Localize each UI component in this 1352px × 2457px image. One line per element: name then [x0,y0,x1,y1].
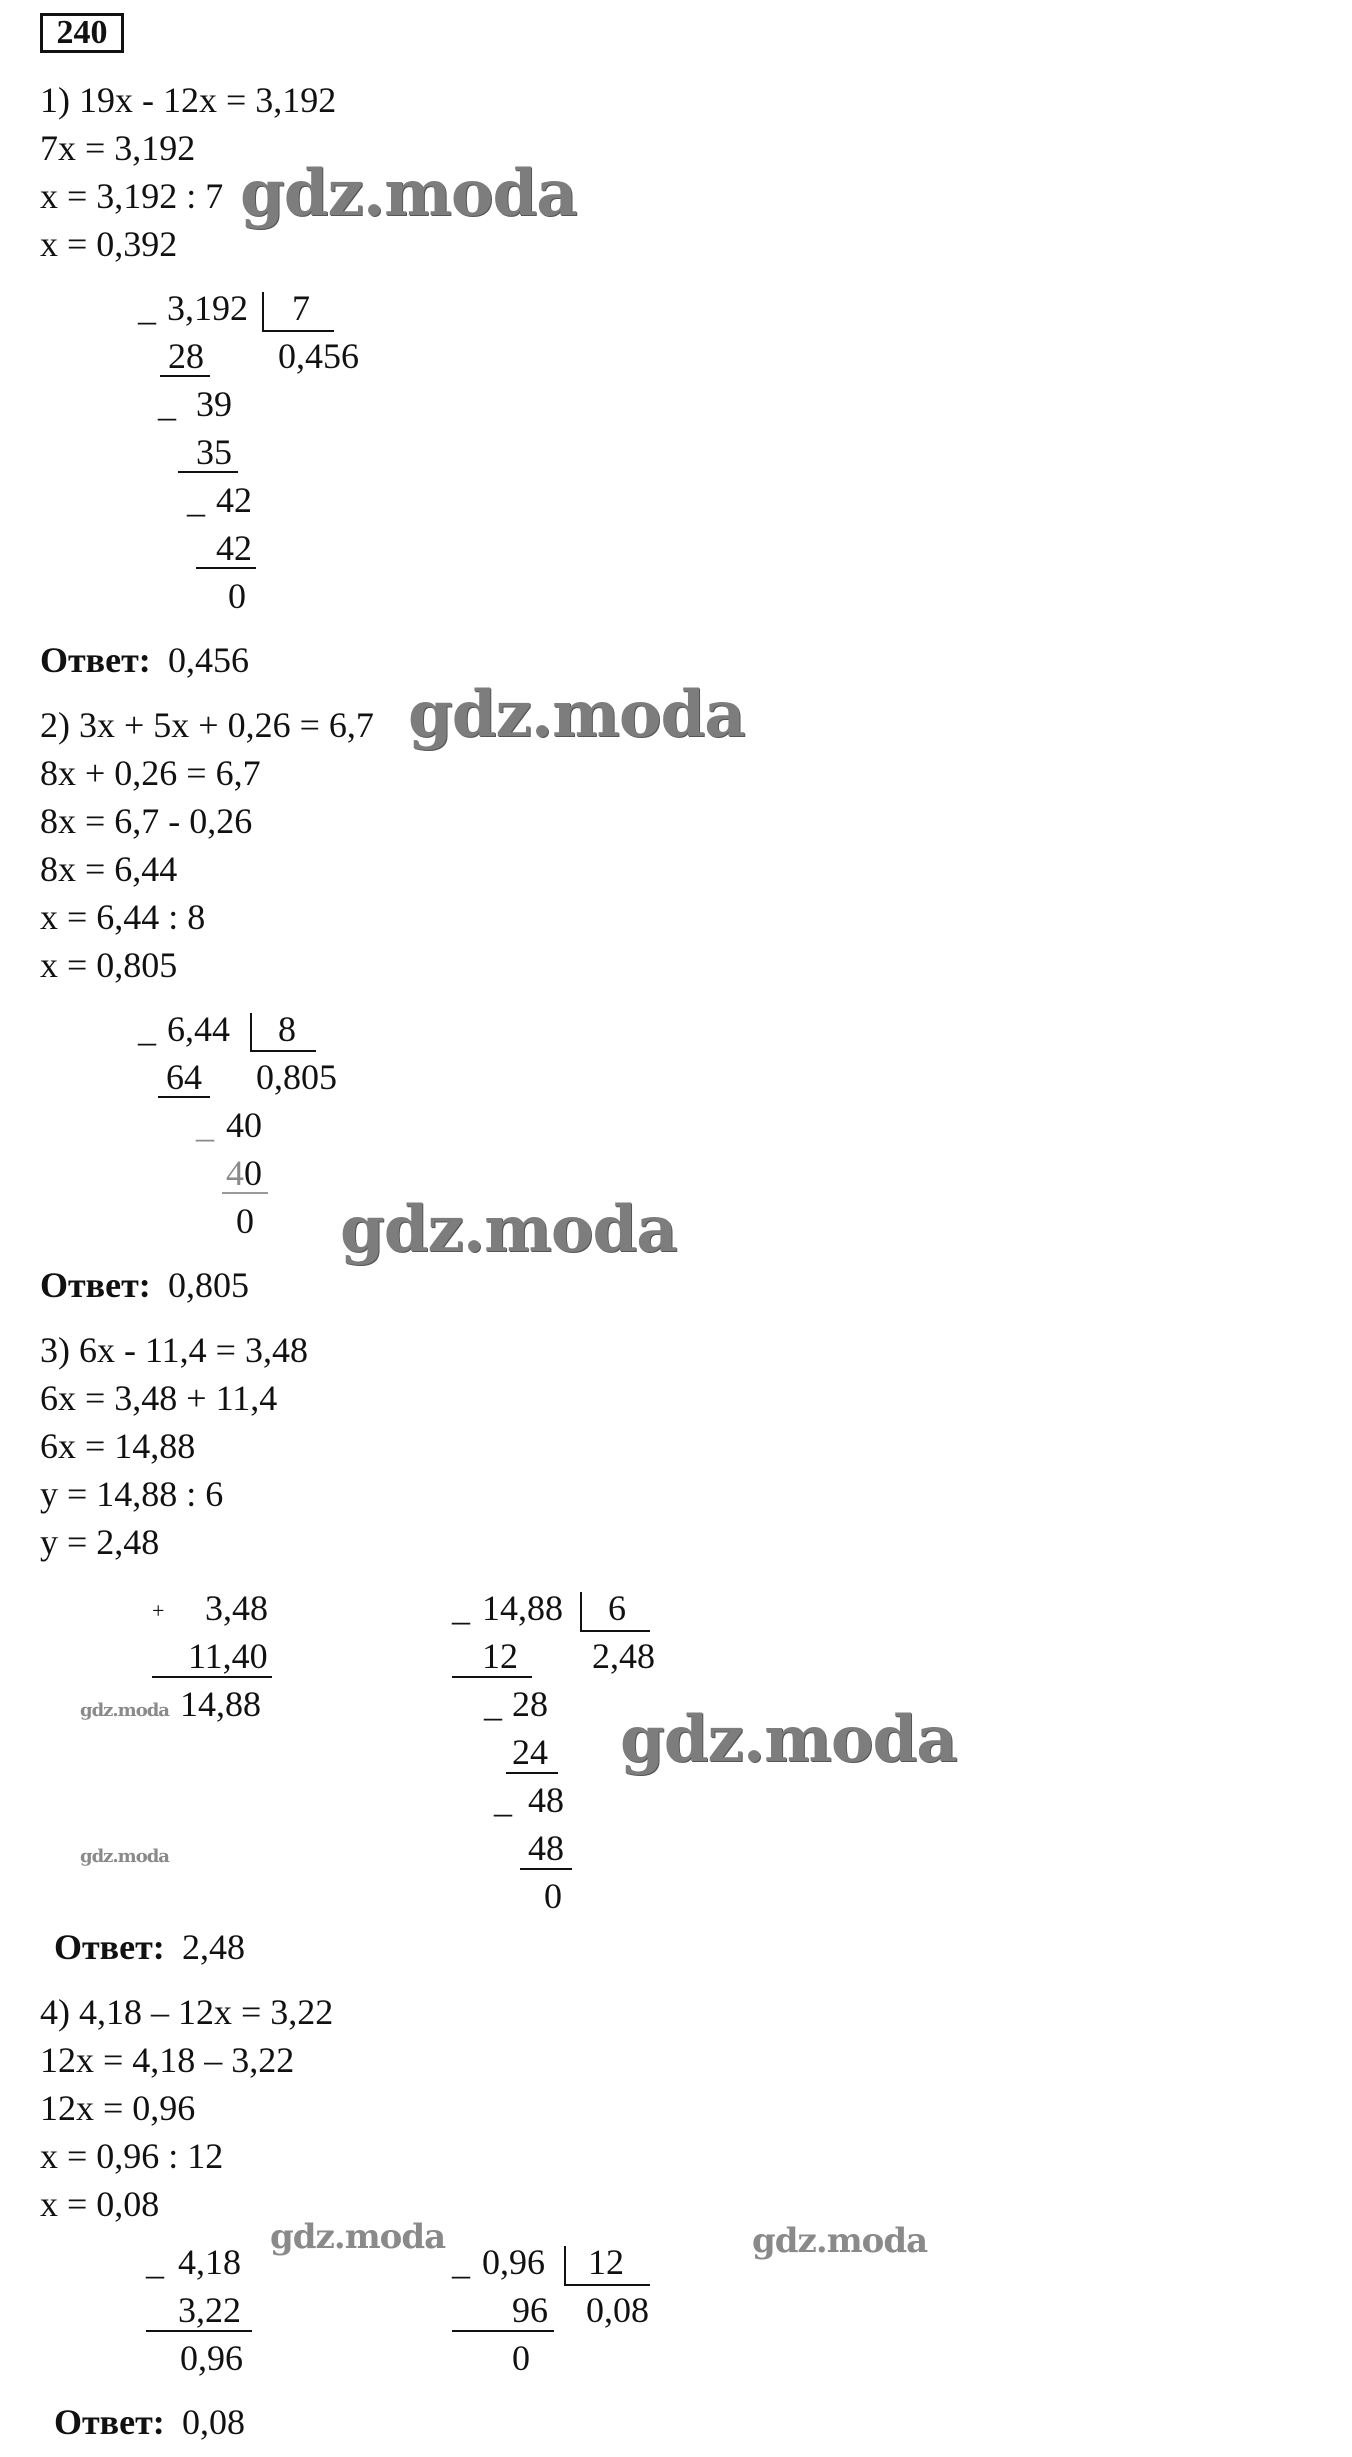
dividend: 14,88 [482,1588,563,1628]
quotient: 2,48 [592,1636,655,1676]
remainder: 39 [196,384,232,424]
p1-line-4: x = 0,392 [40,224,178,264]
divisor: 7 [292,288,310,328]
watermark: gdz.moda [752,2221,928,2261]
subtrahend-underline [506,1772,558,1774]
p1-answer-value: 0,456 [168,640,249,680]
p3-answer-label: Ответ: [54,1927,165,1967]
minus-sign: _ [196,1105,214,1145]
minus-sign: _ [187,480,205,520]
remainder: 42 [216,480,252,520]
subtrahend: 96 [512,2290,548,2330]
final-remainder: 0 [544,1876,562,1916]
divisor-underline [564,2284,650,2286]
subtrahend: 24 [512,1732,548,1772]
watermark: gdz.moda [408,677,745,752]
p1-line-1: 1) 19x - 12x = 3,192 [40,80,337,120]
p2-line-6: x = 0,805 [40,945,178,985]
subtrahend-digit: 4 [226,1153,244,1193]
p1-line-2: 7x = 3,192 [40,128,196,168]
minus-sign: _ [494,1780,512,1820]
watermark: gdz.moda [80,1846,169,1867]
dividend: 6,44 [167,1009,230,1049]
subtrahend-underline [178,471,238,473]
p4-answer-value: 0,08 [182,2402,245,2442]
subtrahend: 42 [216,528,252,568]
remainder: 28 [512,1684,548,1724]
subtrahend: 28 [168,336,204,376]
subtrahend-underline [196,567,256,569]
p4-line-5: x = 0,08 [40,2184,160,2224]
minus-sign: _ [158,384,176,424]
divisor-underline [250,1050,316,1052]
p3-answer-value: 2,48 [182,1927,245,1967]
p1-line-3: x = 3,192 : 7 [40,176,224,216]
division-bar [262,292,264,330]
subtrahend-underline [452,1676,532,1678]
subtrahend: 64 [166,1057,202,1097]
difference: 0,96 [180,2338,243,2378]
dividend: 0,96 [482,2242,545,2282]
minus-sign: _ [138,1009,156,1049]
p3-line-5: y = 2,48 [40,1522,160,1562]
subtrahend-underline [222,1192,268,1194]
divisor-underline [580,1630,650,1632]
p2-line-4: 8x = 6,44 [40,849,178,889]
watermark: gdz.moda [620,1702,957,1777]
watermark: gdz.moda [270,2217,446,2257]
final-remainder: 0 [228,576,246,616]
problem-number-box: 240 [40,13,124,53]
p2-line-1: 2) 3x + 5x + 0,26 = 6,7 [40,705,374,745]
plus-sign: + [152,1598,165,1623]
subtrahend: 3,22 [178,2290,241,2330]
watermark: gdz.moda [340,1192,677,1267]
subtrahend-underline [520,1868,572,1870]
minus-sign: _ [452,1588,470,1628]
divisor: 6 [608,1588,626,1628]
sum-underline [152,1676,272,1678]
addend: 11,40 [188,1636,268,1676]
division-bar [564,2246,566,2284]
subtrahend-underline [160,375,210,377]
p4-line-3: 12x = 0,96 [40,2088,196,2128]
final-remainder: 0 [512,2338,530,2378]
difference-underline [146,2330,252,2332]
remainder: 48 [528,1780,564,1820]
subtrahend-underline [158,1096,210,1098]
dividend: 3,192 [167,288,248,328]
p2-line-2: 8x + 0,26 = 6,7 [40,753,261,793]
p4-answer-label: Ответ: [54,2402,165,2442]
quotient: 0,08 [586,2290,649,2330]
p4-line-1: 4) 4,18 – 12x = 3,22 [40,1992,334,2032]
subtrahend: 35 [196,432,232,472]
minus-sign: _ [138,288,156,328]
subtrahend: 12 [482,1636,518,1676]
sum: 14,88 [180,1684,261,1724]
divisor: 12 [588,2242,624,2282]
minus-sign: _ [146,2242,164,2282]
p3-line-2: 6x = 3,48 + 11,4 [40,1378,278,1418]
watermark: gdz.moda [240,156,577,231]
minus-sign: _ [452,2242,470,2282]
p2-line-5: x = 6,44 : 8 [40,897,206,937]
minuend: 4,18 [178,2242,241,2282]
final-remainder: 0 [236,1201,254,1241]
subtrahend-digit: 0 [244,1153,262,1193]
p1-answer-label: Ответ: [40,640,151,680]
p3-line-4: y = 14,88 : 6 [40,1474,224,1514]
minus-sign: _ [484,1684,502,1724]
quotient: 0,456 [278,336,359,376]
divisor-underline [262,330,334,332]
subtrahend-underline [452,2330,554,2332]
addend: 3,48 [205,1588,268,1628]
quotient: 0,805 [256,1057,337,1097]
remainder: 40 [226,1105,262,1145]
watermark: gdz.moda [80,1700,169,1721]
subtrahend: 48 [528,1828,564,1868]
p2-answer-value: 0,805 [168,1265,249,1305]
divisor: 8 [278,1009,296,1049]
p2-line-3: 8x = 6,7 - 0,26 [40,801,253,841]
division-bar [250,1013,252,1051]
p3-line-3: 6x = 14,88 [40,1426,196,1466]
p3-line-1: 3) 6x - 11,4 = 3,48 [40,1330,308,1370]
division-bar [580,1592,582,1630]
p2-answer-label: Ответ: [40,1265,151,1305]
p4-line-2: 12x = 4,18 – 3,22 [40,2040,295,2080]
p4-line-4: x = 0,96 : 12 [40,2136,224,2176]
